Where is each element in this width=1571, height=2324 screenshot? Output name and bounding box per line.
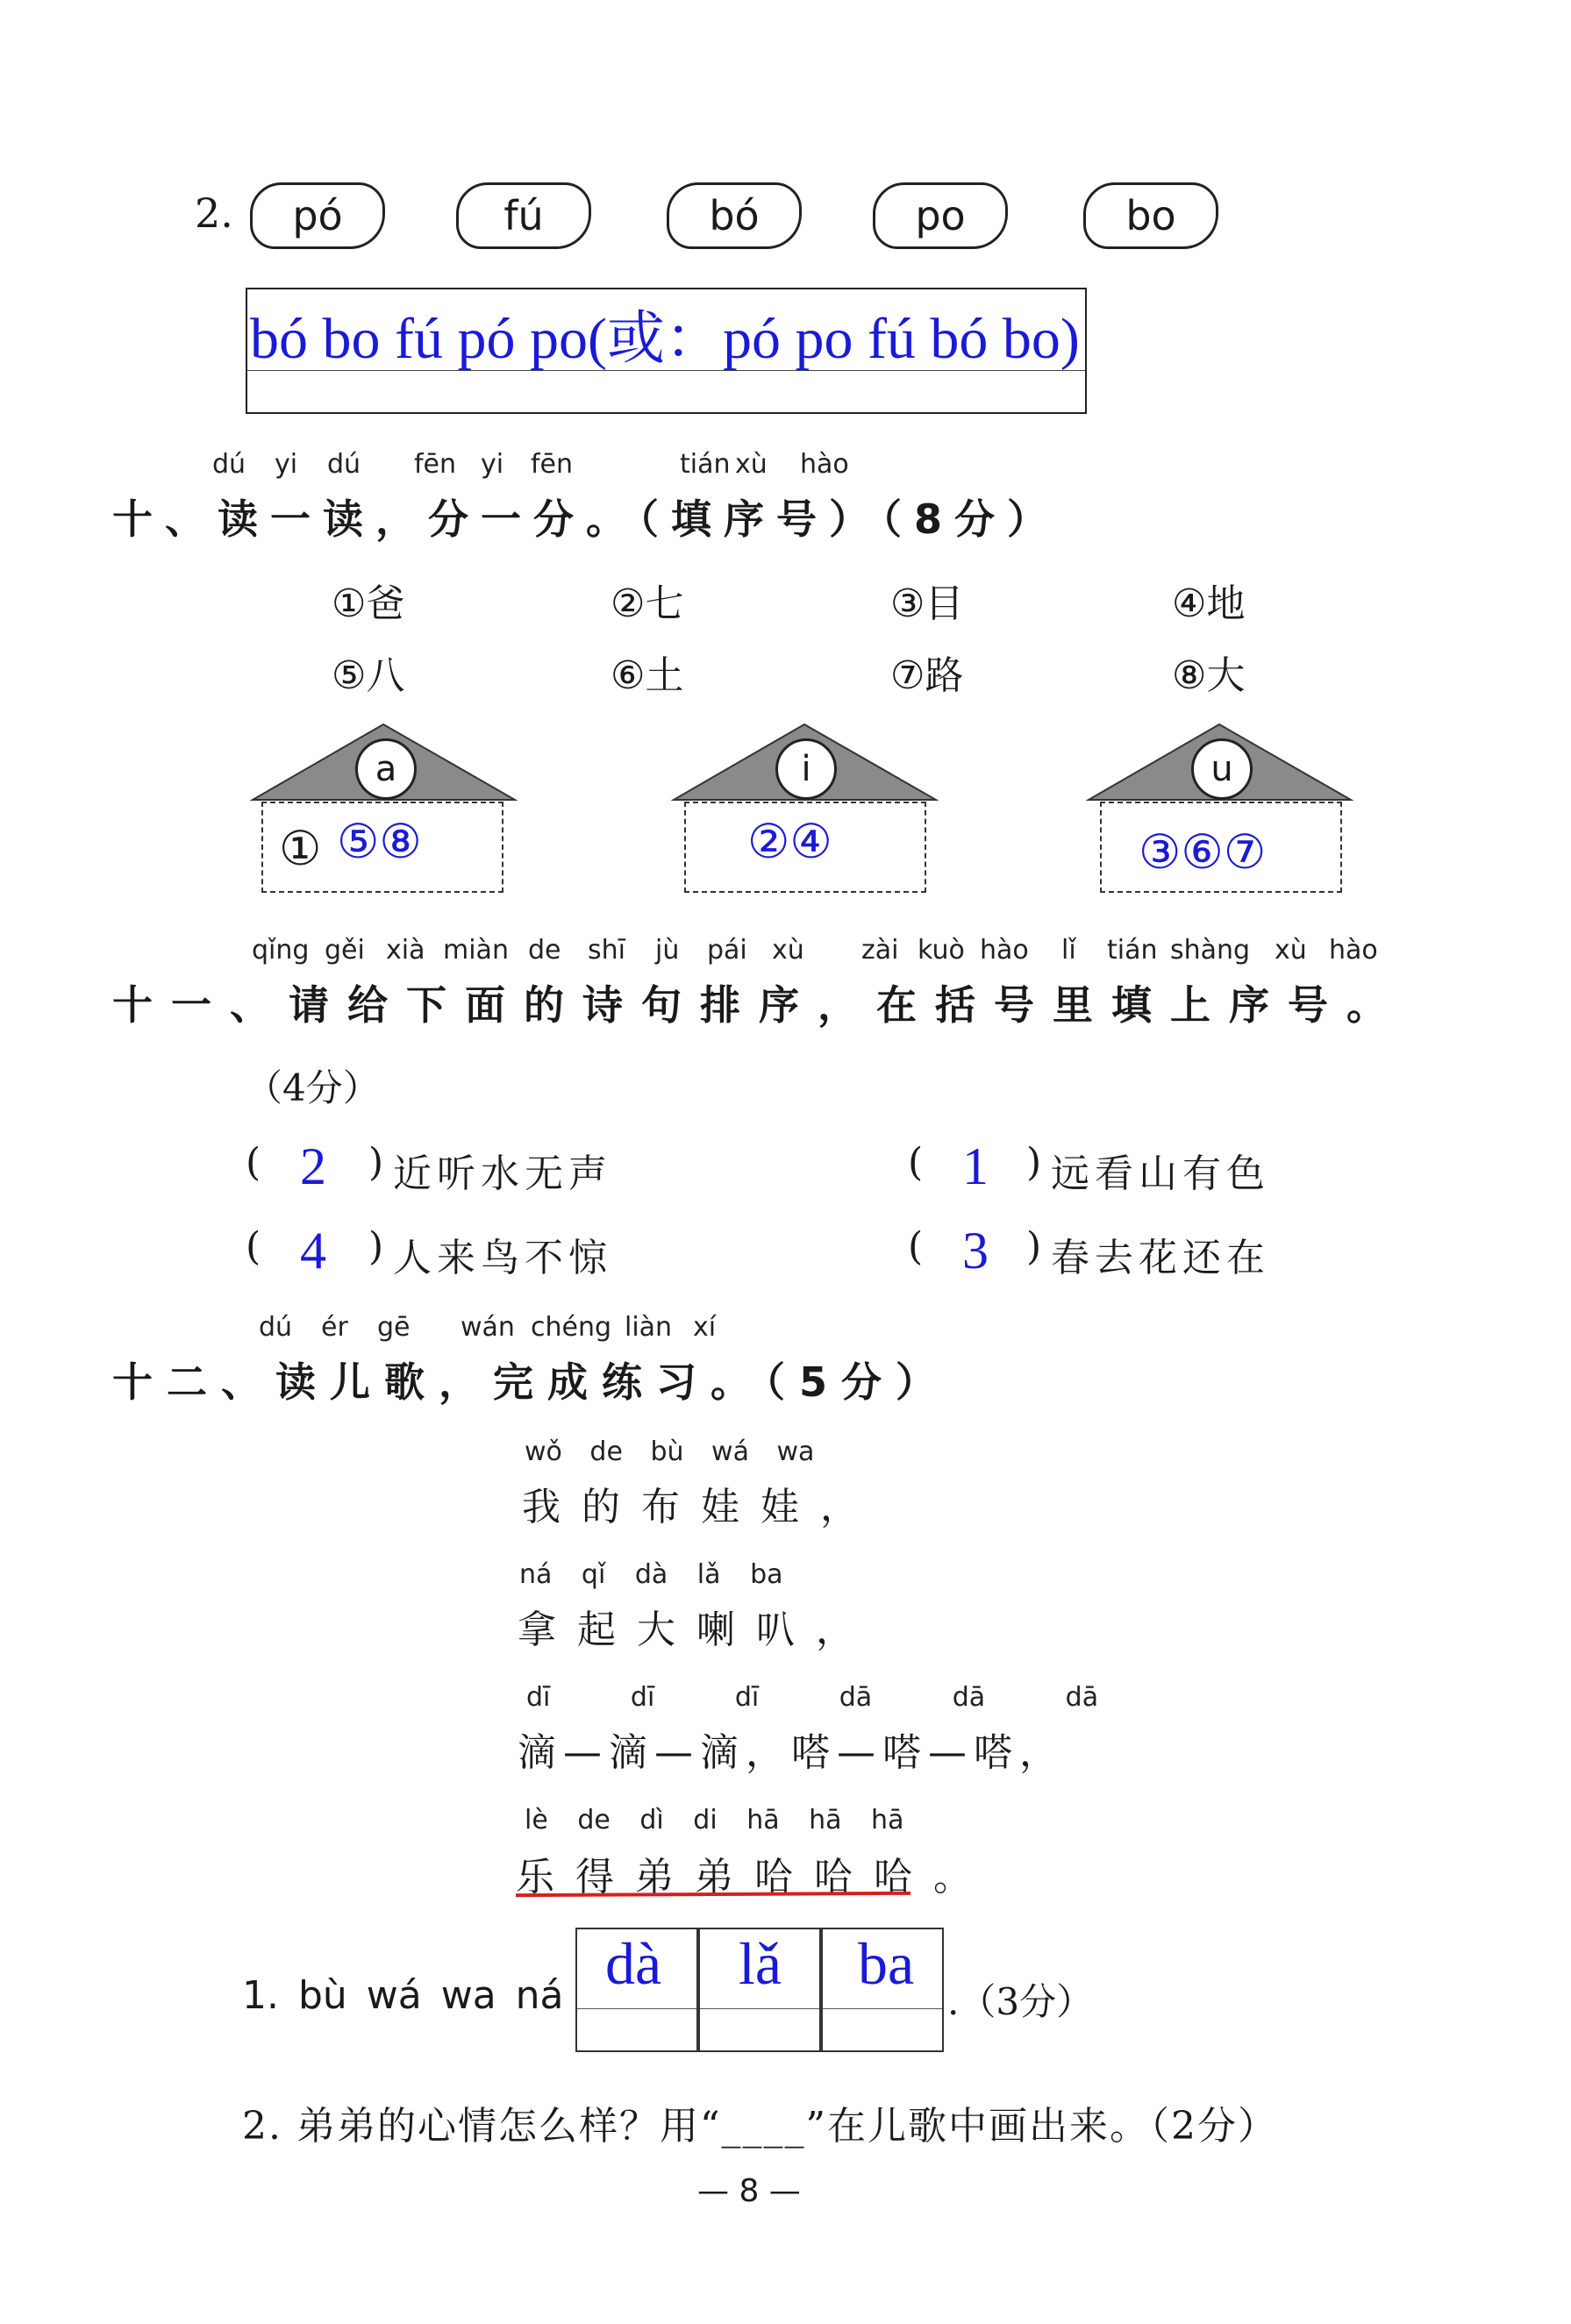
letter-text: a	[375, 749, 397, 789]
poem-line: 乐得弟弟哈哈哈。	[516, 1855, 993, 1900]
left-paren: (	[908, 1224, 924, 1269]
pinyin: yi	[481, 449, 504, 480]
pinyin: xù	[1275, 935, 1307, 966]
word-item: ⑤八	[332, 653, 405, 698]
section-title: 十二、读儿歌，完成练习。（5分）	[112, 1358, 951, 1406]
letter-text: u	[1210, 749, 1233, 789]
pinyin: xià	[386, 935, 425, 966]
word-item: ①爸	[332, 581, 405, 626]
poem-line: 滴—滴—滴，嗒—嗒—嗒，	[518, 1730, 1065, 1775]
letter-text: i	[801, 749, 811, 789]
handwritten-answer: ②④	[747, 816, 832, 868]
word-item: ④地	[1172, 581, 1246, 626]
pinyin: fēn	[414, 449, 457, 480]
poem-line: 远看山有色	[1051, 1151, 1270, 1196]
grid-answer: ba	[858, 1930, 915, 1997]
pinyin-bubble	[456, 182, 591, 249]
poem-line: 我的布娃娃，	[522, 1485, 880, 1529]
word-item: ⑥土	[611, 653, 684, 698]
bubble-text: po	[915, 192, 966, 239]
poem-line: 近听水无声	[393, 1151, 612, 1196]
pinyin-bubble	[250, 182, 385, 249]
given-answer: ①	[279, 823, 322, 875]
pinyin: shī	[588, 935, 625, 966]
grid-guide-line	[823, 2008, 942, 2009]
pinyin: gěi	[325, 935, 365, 966]
poem-pinyin: wǒ de bù wá wa	[525, 1436, 815, 1467]
right-paren: )	[368, 1140, 384, 1185]
subquestion-2: 2. 弟弟的心情怎么样？用“____”在儿歌中画出来。（2分）	[242, 2104, 1278, 2149]
poem-pinyin: dī dī dī dā dā dā	[526, 1682, 1099, 1713]
pinyin: dú	[259, 1312, 293, 1343]
word-item: ⑧大	[1172, 653, 1246, 698]
pinyin-bubble	[873, 182, 1008, 249]
poem-line: 人来鸟不惊	[393, 1236, 612, 1280]
order-answer: 3	[962, 1222, 989, 1280]
pinyin: de	[528, 935, 561, 966]
pinyin: qǐng	[252, 935, 310, 966]
pinyin: yi	[275, 449, 298, 480]
word-item: ⑦路	[890, 653, 964, 698]
handwritten-answer: ③⑥⑦	[1139, 826, 1267, 879]
poem-line: 拿起大喇叭，	[518, 1608, 875, 1652]
order-answer: 4	[300, 1222, 326, 1280]
order-answer: 2	[300, 1137, 326, 1195]
pinyin: zài	[861, 935, 899, 966]
bubble-text: bo	[1125, 192, 1176, 239]
pinyin: xù	[772, 935, 804, 966]
pinyin-bubble	[667, 182, 802, 249]
pinyin: wán	[461, 1312, 515, 1343]
pinyin: jù	[655, 935, 680, 966]
bubble-text: pó	[292, 192, 343, 239]
pinyin: hào	[980, 935, 1029, 966]
pinyin: tián	[1107, 935, 1158, 966]
pinyin: liàn	[625, 1312, 673, 1343]
house-letter	[1191, 738, 1253, 800]
house-letter	[775, 738, 837, 800]
word-item: ②七	[611, 581, 684, 626]
order-answer: 1	[962, 1137, 989, 1195]
poem-pinyin: ná qǐ dà lǎ ba	[519, 1559, 783, 1590]
left-paren: (	[246, 1224, 261, 1269]
subquestion-score: .（3分）	[947, 1980, 1094, 2023]
section-score: （4分）	[246, 1066, 380, 1109]
left-paren: (	[908, 1140, 924, 1185]
house-letter	[355, 738, 417, 800]
pinyin: ér	[321, 1312, 348, 1343]
right-paren: )	[1026, 1140, 1042, 1185]
bubble-text: bó	[709, 192, 760, 239]
pinyin: miàn	[443, 935, 509, 966]
answer-text: bó bo fú pó po(或：pó po fú bó bo)	[250, 307, 1080, 371]
pinyin: fēn	[531, 449, 574, 480]
pinyin-bubble	[1083, 182, 1218, 249]
word-item: ③目	[890, 581, 964, 626]
section-title: 十一、请给下面的诗句排序，在括号里填上序号。	[112, 981, 1405, 1029]
pinyin: dú	[212, 449, 246, 480]
poem-line: 春去花还在	[1051, 1236, 1270, 1280]
pinyin: kuò	[918, 935, 965, 966]
pinyin: pái	[707, 935, 747, 966]
bubble-text: fú	[503, 192, 544, 239]
pinyin: gē	[377, 1312, 411, 1343]
question-number: 2.	[195, 189, 233, 237]
pinyin: hào	[800, 449, 849, 480]
grid-guide-line	[577, 2008, 696, 2009]
grid-answer: dà	[605, 1930, 662, 1997]
pinyin: chéng	[531, 1312, 612, 1343]
subquestion-prefix: 1. bù wá wa ná	[242, 1973, 564, 2018]
right-paren: )	[1026, 1224, 1042, 1269]
pinyin: lǐ	[1061, 935, 1076, 966]
pinyin: xù	[735, 449, 768, 480]
grid-answer: lǎ	[739, 1930, 782, 1997]
handwritten-answer: ⑤⑧	[337, 816, 422, 868]
pinyin: dú	[327, 449, 361, 480]
section-title: 十、读一读，分一分。（填序号）（8分）	[112, 495, 1060, 543]
grid-guide-line	[700, 2008, 819, 2009]
pinyin: hào	[1329, 935, 1378, 966]
pinyin: xí	[693, 1312, 717, 1343]
pinyin: tián	[680, 449, 731, 480]
poem-pinyin: lè de dì di hā hā hā	[525, 1805, 904, 1836]
pinyin: shàng	[1170, 935, 1251, 966]
left-paren: (	[246, 1140, 261, 1185]
page-number: — 8 —	[697, 2173, 801, 2209]
right-paren: )	[368, 1224, 384, 1269]
